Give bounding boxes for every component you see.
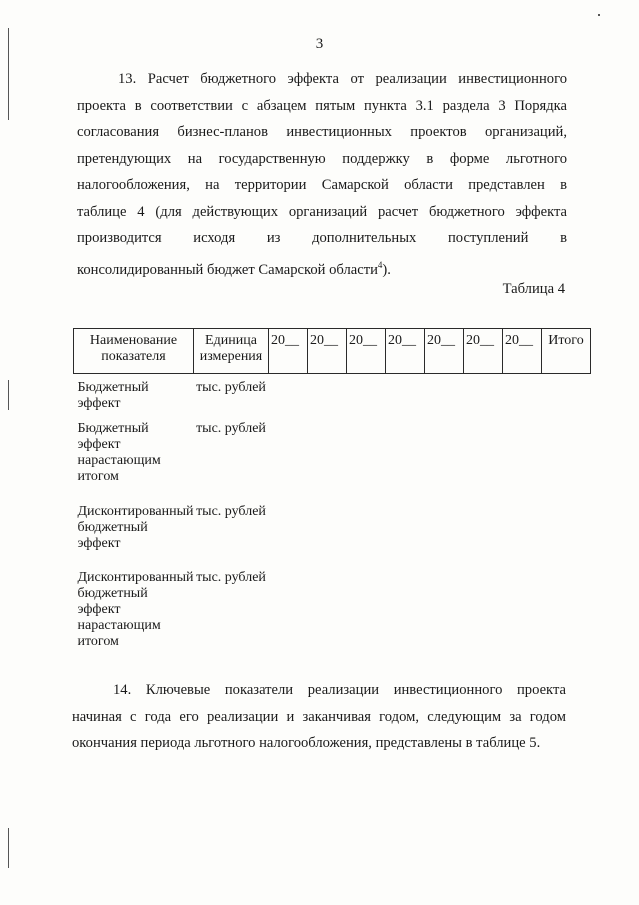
page-number: 3 [315, 36, 324, 52]
row-unit: тыс. рублей [196, 380, 266, 395]
scan-margin-mark [8, 28, 9, 120]
table-header-row [74, 329, 591, 374]
table-row [74, 374, 591, 416]
row-unit: тыс. рублей [196, 570, 266, 585]
header-year: 20__ [502, 329, 541, 374]
header-year: 20__ [307, 329, 346, 374]
header-year: 20__ [463, 329, 502, 374]
paragraph-line: налогообложения, на территории Самарской области представлен в [77, 177, 567, 193]
scan-margin-mark [8, 380, 9, 410]
scan-margin-mark [8, 828, 9, 868]
section-14-paragraph [72, 677, 566, 757]
table-row [74, 564, 591, 660]
row-indicator-name: Дисконтированный бюджетный эффект нарастающим итогом [77, 570, 194, 649]
paragraph-line-end: ). [382, 261, 391, 278]
paragraph-line: начиная с года его реализации и заканчивая годом, следующим за годом [72, 708, 566, 725]
table-row [74, 498, 591, 564]
paragraph-line: производится исходя из дополнительных поступлений в [77, 230, 567, 246]
header-indicator-name: Наименование показателя [74, 329, 194, 374]
paragraph-line: 14. Ключевые показатели реализации инвестиционного проекта [113, 682, 566, 698]
table-4-caption: Таблица 4 [502, 281, 565, 297]
paragraph-line-text: консолидированный бюджет Самарской области [77, 261, 378, 278]
footnote-mark: 4 [377, 259, 383, 270]
row-indicator-name: Дисконтированный бюджетный эффект [77, 504, 194, 551]
header-year: 20__ [268, 329, 307, 374]
section-13-paragraph [77, 66, 567, 278]
header-year: 20__ [385, 329, 424, 374]
paragraph-line: согласования бизнес-планов инвестиционных проектов организаций, [77, 124, 567, 140]
header-total: Итого [541, 329, 590, 374]
header-year: 20__ [346, 329, 385, 374]
row-indicator-name: Бюджетный эффект нарастающим итогом [77, 421, 161, 484]
paragraph-last-line [77, 252, 567, 279]
table-row [74, 415, 591, 498]
header-year: 20__ [424, 329, 463, 374]
paragraph-line: проекта в соответствии с абзацем пятым пункта 3.1 раздела 3 Порядка [77, 97, 567, 114]
budget-effect-table [73, 328, 591, 660]
row-indicator-name: Бюджетный эффект [77, 380, 149, 411]
paragraph-line: 13. Расчет бюджетного эффекта от реализации инвестиционного [118, 71, 567, 87]
scan-margin-mark [598, 14, 600, 16]
header-unit: Единица измерения [193, 329, 268, 374]
paragraph-line: таблице 4 (для действующих организаций расчет бюджетного эффекта [77, 203, 567, 220]
row-unit: тыс. рублей [196, 421, 266, 436]
paragraph-line: окончания периода льготного налогообложения, представлены в таблице 5. [72, 735, 541, 751]
paragraph-line: претендующих на государственную поддержку в форме льготного [77, 150, 567, 167]
row-unit: тыс. рублей [196, 504, 266, 519]
